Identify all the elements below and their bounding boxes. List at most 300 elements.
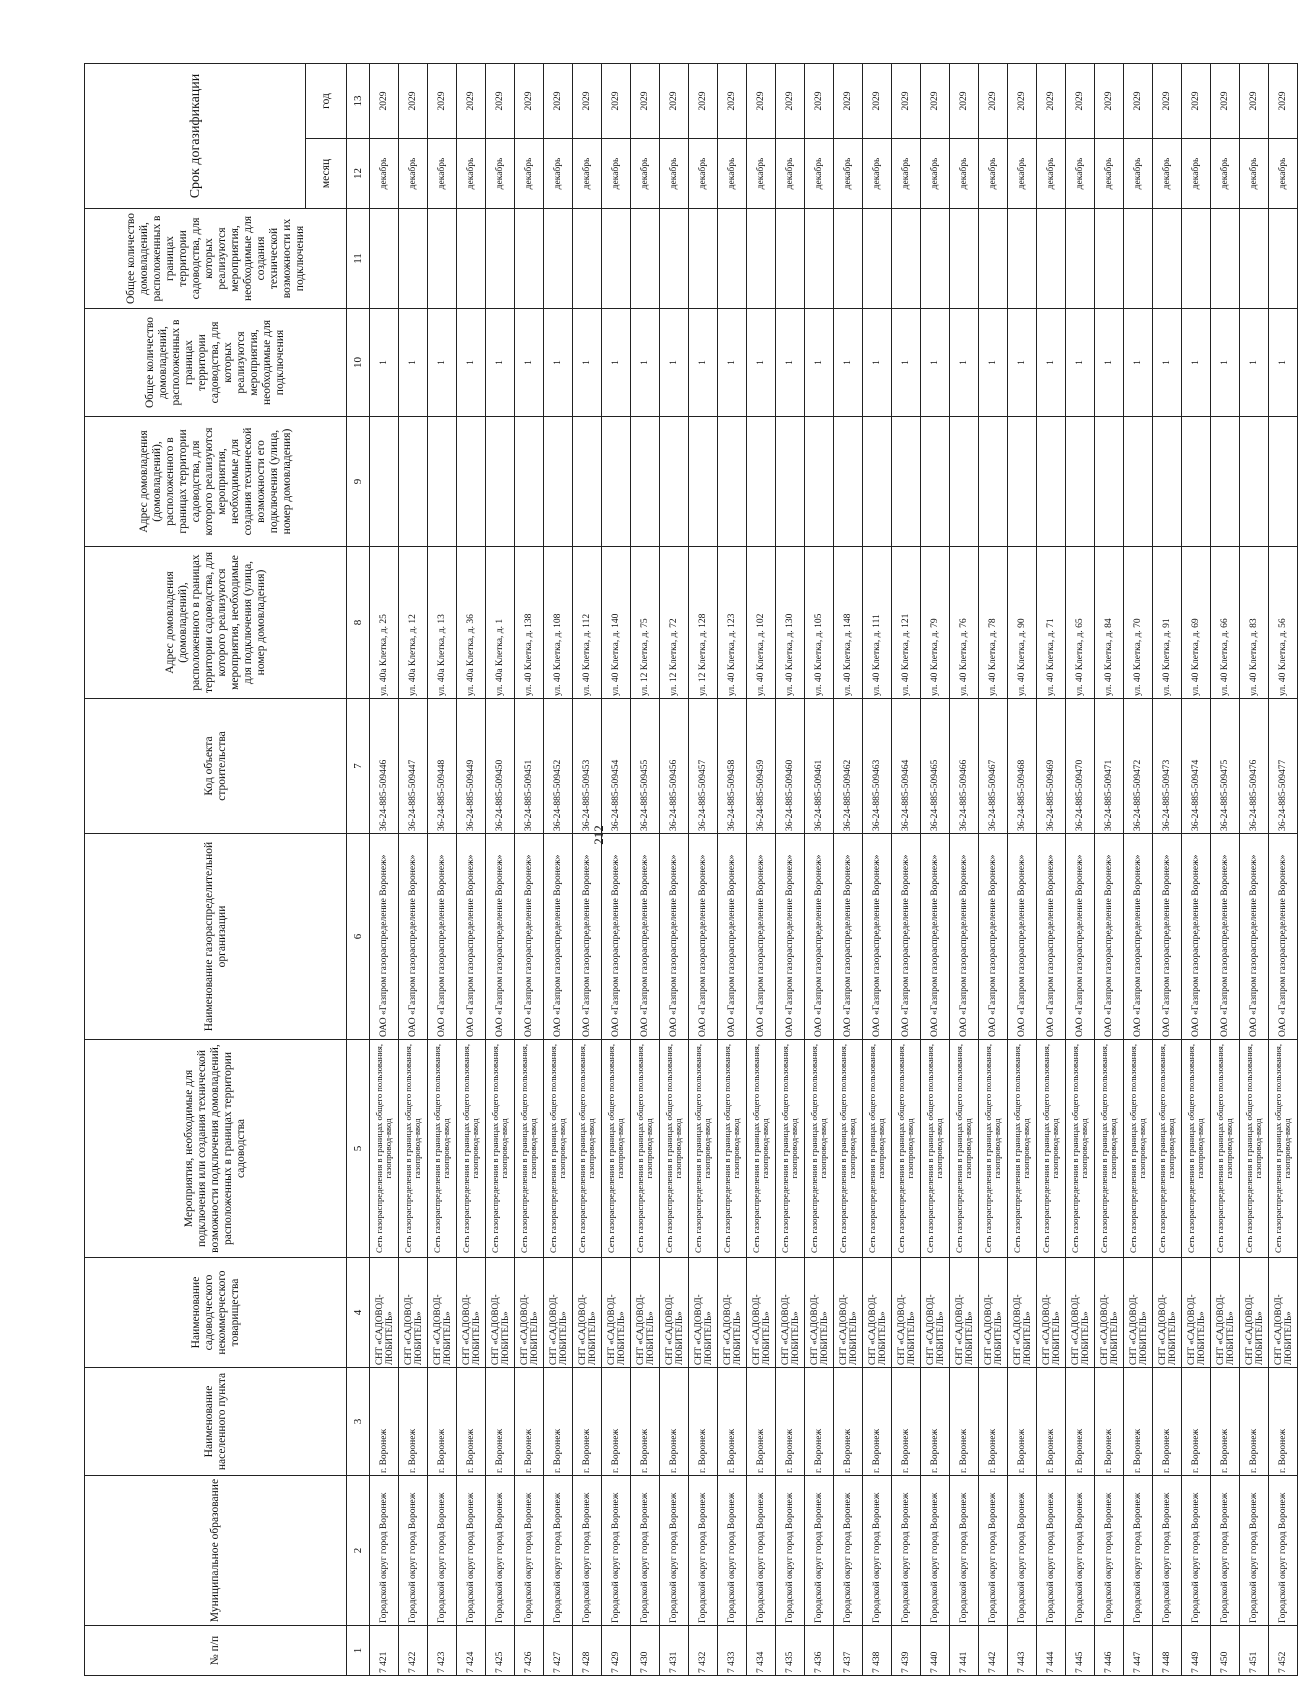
month-cell: декабрь — [399, 139, 428, 209]
locality-cell: г. Воронеж — [863, 1368, 892, 1476]
locality-cell: г. Воронеж — [1269, 1368, 1298, 1476]
count-tech-cell — [979, 209, 1008, 309]
snt-name-cell: СНТ «САДОВОД-ЛЮБИТЕЛЬ» — [486, 1258, 515, 1368]
municipality-cell: Городской округ город Воронеж — [892, 1476, 921, 1626]
row-number-cell: 7 452 — [1269, 1626, 1298, 1676]
row-number-cell: 7 436 — [805, 1626, 834, 1676]
snt-name-cell: СНТ «САДОВОД-ЛЮБИТЕЛЬ» — [921, 1258, 950, 1368]
municipality-cell: Городской округ город Воронеж — [921, 1476, 950, 1626]
address-cell: ул. 40 Клетка, д. 90 — [1008, 547, 1037, 699]
address-tech-cell — [1211, 417, 1240, 547]
snt-name-cell: СНТ «САДОВОД-ЛЮБИТЕЛЬ» — [544, 1258, 573, 1368]
locality-cell: г. Воронеж — [457, 1368, 486, 1476]
count-tech-cell — [689, 209, 718, 309]
snt-name-cell: СНТ «САДОВОД-ЛЮБИТЕЛЬ» — [1008, 1258, 1037, 1368]
object-code-cell: 36-24-885-509460 — [776, 699, 805, 834]
table-row — [573, 64, 602, 1676]
address-tech-cell — [486, 417, 515, 547]
count-tech-cell — [1240, 209, 1269, 309]
object-code-cell: 36-24-885-509457 — [689, 699, 718, 834]
locality-cell: г. Воронеж — [544, 1368, 573, 1476]
row-number-cell: 7 437 — [834, 1626, 863, 1676]
locality-cell: г. Воронеж — [1153, 1368, 1182, 1476]
year-cell: 2029 — [544, 64, 573, 139]
address-tech-cell — [631, 417, 660, 547]
snt-name-cell: СНТ «САДОВОД-ЛЮБИТЕЛЬ» — [863, 1258, 892, 1368]
count-cell: 1 — [1182, 309, 1211, 417]
count-cell: 1 — [370, 309, 399, 417]
count-cell: 1 — [834, 309, 863, 417]
table-row — [1037, 64, 1066, 1676]
column-number: 5 — [347, 1040, 370, 1258]
locality-cell: г. Воронеж — [515, 1368, 544, 1476]
address-tech-cell — [515, 417, 544, 547]
address-tech-cell — [805, 417, 834, 547]
locality-cell: г. Воронеж — [979, 1368, 1008, 1476]
year-cell: 2029 — [1066, 64, 1095, 139]
month-cell: декабрь — [1066, 139, 1095, 209]
snt-name-cell: СНТ «САДОВОД-ЛЮБИТЕЛЬ» — [428, 1258, 457, 1368]
header-col3: Наименование населенного пункта — [85, 1368, 347, 1476]
locality-cell: г. Воронеж — [399, 1368, 428, 1476]
event-cell: Сеть газораспределения в границах общего пользования, газопровод-ввод — [1095, 1040, 1124, 1258]
month-cell: декабрь — [892, 139, 921, 209]
count-cell: 1 — [689, 309, 718, 417]
count-tech-cell — [747, 209, 776, 309]
month-cell: декабрь — [747, 139, 776, 209]
snt-name-cell: СНТ «САДОВОД-ЛЮБИТЕЛЬ» — [631, 1258, 660, 1368]
gas-org-cell: ОАО «Газпром газораспределение Воронеж» — [1008, 834, 1037, 1040]
count-tech-cell — [1269, 209, 1298, 309]
gas-org-cell: ОАО «Газпром газораспределение Воронеж» — [515, 834, 544, 1040]
month-cell: декабрь — [1153, 139, 1182, 209]
event-cell: Сеть газораспределения в границах общего пользования, газопровод-ввод — [602, 1040, 631, 1258]
object-code-cell: 36-24-885-509453 — [573, 699, 602, 834]
year-cell: 2029 — [747, 64, 776, 139]
address-cell: ул. 40 Клетка, д. 130 — [776, 547, 805, 699]
gas-org-cell: ОАО «Газпром газораспределение Воронеж» — [631, 834, 660, 1040]
month-cell: декабрь — [718, 139, 747, 209]
column-number: 13 — [347, 64, 370, 139]
column-number: 2 — [347, 1476, 370, 1626]
gas-org-cell: ОАО «Газпром газораспределение Воронеж» — [747, 834, 776, 1040]
gas-org-cell: ОАО «Газпром газораспределение Воронеж» — [805, 834, 834, 1040]
count-cell: 1 — [892, 309, 921, 417]
month-cell: декабрь — [1182, 139, 1211, 209]
year-cell: 2029 — [892, 64, 921, 139]
column-number: 4 — [347, 1258, 370, 1368]
table-row — [950, 64, 979, 1676]
snt-name-cell: СНТ «САДОВОД-ЛЮБИТЕЛЬ» — [718, 1258, 747, 1368]
event-cell: Сеть газораспределения в границах общего пользования, газопровод-ввод — [1240, 1040, 1269, 1258]
event-cell: Сеть газораспределения в границах общего пользования, газопровод-ввод — [892, 1040, 921, 1258]
count-cell: 1 — [660, 309, 689, 417]
table-row — [457, 64, 486, 1676]
row-number-cell: 7 443 — [1008, 1626, 1037, 1676]
locality-cell: г. Воронеж — [921, 1368, 950, 1476]
row-number-cell: 7 422 — [399, 1626, 428, 1676]
snt-name-cell: СНТ «САДОВОД-ЛЮБИТЕЛЬ» — [457, 1258, 486, 1368]
year-cell: 2029 — [1095, 64, 1124, 139]
row-number-cell: 7 431 — [660, 1626, 689, 1676]
month-cell: декабрь — [457, 139, 486, 209]
table-row — [747, 64, 776, 1676]
year-cell: 2029 — [602, 64, 631, 139]
year-cell: 2029 — [1153, 64, 1182, 139]
count-cell: 1 — [1095, 309, 1124, 417]
address-cell: ул. 40 Клетка, д. 71 — [1037, 547, 1066, 699]
event-cell: Сеть газораспределения в границах общего пользования, газопровод-ввод — [428, 1040, 457, 1258]
gas-org-cell: ОАО «Газпром газораспределение Воронеж» — [573, 834, 602, 1040]
event-cell: Сеть газораспределения в границах общего пользования, газопровод-ввод — [689, 1040, 718, 1258]
address-cell: ул. 40 Клетка, д. 138 — [515, 547, 544, 699]
count-cell: 1 — [515, 309, 544, 417]
gas-org-cell: ОАО «Газпром газораспределение Воронеж» — [979, 834, 1008, 1040]
header-col8: Адрес домовладения (домовладений), расположенного в границах территории садоводства, для которого реализуются мероприятия, необходимые для подключения (улица, номер домовладения) — [85, 547, 347, 699]
event-cell: Сеть газораспределения в границах общего пользования, газопровод-ввод — [1269, 1040, 1298, 1258]
month-cell: декабрь — [1211, 139, 1240, 209]
count-tech-cell — [834, 209, 863, 309]
month-cell: декабрь — [573, 139, 602, 209]
count-tech-cell — [457, 209, 486, 309]
column-number: 6 — [347, 834, 370, 1040]
address-tech-cell — [370, 417, 399, 547]
row-number-cell: 7 433 — [718, 1626, 747, 1676]
address-cell: ул. 40 Клетка, д. 56 — [1269, 547, 1298, 699]
event-cell: Сеть газораспределения в границах общего пользования, газопровод-ввод — [660, 1040, 689, 1258]
gas-org-cell: ОАО «Газпром газораспределение Воронеж» — [892, 834, 921, 1040]
row-number-cell: 7 424 — [457, 1626, 486, 1676]
object-code-cell: 36-24-885-509455 — [631, 699, 660, 834]
row-number-cell: 7 427 — [544, 1626, 573, 1676]
month-cell: декабрь — [428, 139, 457, 209]
municipality-cell: Городской округ город Воронеж — [457, 1476, 486, 1626]
municipality-cell: Городской округ город Воронеж — [399, 1476, 428, 1626]
locality-cell: г. Воронеж — [370, 1368, 399, 1476]
table-row — [1066, 64, 1095, 1676]
header-col9: Адрес домовладения (домовладений), расположенного в границах территории садоводства, для которого реализуются мероприятия, необходимые для создания технической возможности его подключения (улица, номер домовладения) — [85, 417, 347, 547]
address-cell: ул. 40 Клетка, д. 83 — [1240, 547, 1269, 699]
count-tech-cell — [1182, 209, 1211, 309]
month-cell: декабрь — [370, 139, 399, 209]
snt-name-cell: СНТ «САДОВОД-ЛЮБИТЕЛЬ» — [1211, 1258, 1240, 1368]
table-row — [544, 64, 573, 1676]
event-cell: Сеть газораспределения в границах общего пользования, газопровод-ввод — [457, 1040, 486, 1258]
month-cell: декабрь — [602, 139, 631, 209]
object-code-cell: 36-24-885-509448 — [428, 699, 457, 834]
column-number: 10 — [347, 309, 370, 417]
month-cell: декабрь — [1240, 139, 1269, 209]
table-row — [979, 64, 1008, 1676]
address-cell: ул. 40а Клетка, д. 13 — [428, 547, 457, 699]
address-cell: ул. 12 Клетка, д. 128 — [689, 547, 718, 699]
address-tech-cell — [1182, 417, 1211, 547]
month-cell: декабрь — [950, 139, 979, 209]
table-row — [921, 64, 950, 1676]
header-col12: месяц — [306, 139, 347, 209]
gas-org-cell: ОАО «Газпром газораспределение Воронеж» — [1037, 834, 1066, 1040]
address-tech-cell — [776, 417, 805, 547]
row-number-cell: 7 449 — [1182, 1626, 1211, 1676]
municipality-cell: Городской округ город Воронеж — [979, 1476, 1008, 1626]
table-row — [689, 64, 718, 1676]
count-tech-cell — [1095, 209, 1124, 309]
column-number: 9 — [347, 417, 370, 547]
event-cell: Сеть газораспределения в границах общего пользования, газопровод-ввод — [805, 1040, 834, 1258]
locality-cell: г. Воронеж — [631, 1368, 660, 1476]
event-cell: Сеть газораспределения в границах общего пользования, газопровод-ввод — [544, 1040, 573, 1258]
snt-name-cell: СНТ «САДОВОД-ЛЮБИТЕЛЬ» — [515, 1258, 544, 1368]
table-row — [776, 64, 805, 1676]
event-cell: Сеть газораспределения в границах общего пользования, газопровод-ввод — [718, 1040, 747, 1258]
count-cell: 1 — [1153, 309, 1182, 417]
year-cell: 2029 — [573, 64, 602, 139]
count-tech-cell — [776, 209, 805, 309]
table-row — [1269, 64, 1298, 1676]
year-cell: 2029 — [1124, 64, 1153, 139]
table-row — [718, 64, 747, 1676]
table-row — [1008, 64, 1037, 1676]
count-cell: 1 — [1211, 309, 1240, 417]
address-tech-cell — [1008, 417, 1037, 547]
table-row — [863, 64, 892, 1676]
month-cell: декабрь — [805, 139, 834, 209]
year-cell: 2029 — [805, 64, 834, 139]
count-tech-cell — [892, 209, 921, 309]
count-tech-cell — [370, 209, 399, 309]
address-cell: ул. 40 Клетка, д. 66 — [1211, 547, 1240, 699]
locality-cell: г. Воронеж — [689, 1368, 718, 1476]
address-tech-cell — [573, 417, 602, 547]
header-col12-13: Срок догазификации — [85, 64, 306, 209]
address-tech-cell — [892, 417, 921, 547]
row-number-cell: 7 425 — [486, 1626, 515, 1676]
address-tech-cell — [1095, 417, 1124, 547]
address-tech-cell — [950, 417, 979, 547]
event-cell: Сеть газораспределения в границах общего пользования, газопровод-ввод — [1066, 1040, 1095, 1258]
snt-name-cell: СНТ «САДОВОД-ЛЮБИТЕЛЬ» — [979, 1258, 1008, 1368]
locality-cell: г. Воронеж — [660, 1368, 689, 1476]
row-number-cell: 7 450 — [1211, 1626, 1240, 1676]
municipality-cell: Городской округ город Воронеж — [1240, 1476, 1269, 1626]
count-cell: 1 — [428, 309, 457, 417]
object-code-cell: 36-24-885-509446 — [370, 699, 399, 834]
count-tech-cell — [1211, 209, 1240, 309]
municipality-cell: Городской округ город Воронеж — [1095, 1476, 1124, 1626]
count-tech-cell — [1037, 209, 1066, 309]
locality-cell: г. Воронеж — [573, 1368, 602, 1476]
gas-org-cell: ОАО «Газпром газораспределение Воронеж» — [1211, 834, 1240, 1040]
header-col13: год — [306, 64, 347, 139]
gas-org-cell: ОАО «Газпром газораспределение Воронеж» — [950, 834, 979, 1040]
municipality-cell: Городской округ город Воронеж — [718, 1476, 747, 1626]
address-cell: ул. 40 Клетка, д. 123 — [718, 547, 747, 699]
page-number: 212 — [591, 825, 606, 845]
event-cell: Сеть газораспределения в границах общего пользования, газопровод-ввод — [1037, 1040, 1066, 1258]
object-code-cell: 36-24-885-509476 — [1240, 699, 1269, 834]
address-cell: ул. 40 Клетка, д. 112 — [573, 547, 602, 699]
snt-name-cell: СНТ «САДОВОД-ЛЮБИТЕЛЬ» — [1095, 1258, 1124, 1368]
year-cell: 2029 — [399, 64, 428, 139]
object-code-cell: 36-24-885-509466 — [950, 699, 979, 834]
address-cell: ул. 40а Клетка, д. 25 — [370, 547, 399, 699]
count-cell: 1 — [1008, 309, 1037, 417]
row-number-cell: 7 439 — [892, 1626, 921, 1676]
row-number-cell: 7 434 — [747, 1626, 776, 1676]
count-tech-cell — [428, 209, 457, 309]
count-tech-cell — [805, 209, 834, 309]
header-col6: Наименование газораспределительной организации — [85, 834, 347, 1040]
object-code-cell: 36-24-885-509454 — [602, 699, 631, 834]
event-cell: Сеть газораспределения в границах общего пользования, газопровод-ввод — [834, 1040, 863, 1258]
event-cell: Сеть газораспределения в границах общего пользования, газопровод-ввод — [515, 1040, 544, 1258]
address-tech-cell — [1124, 417, 1153, 547]
table-row — [834, 64, 863, 1676]
locality-cell: г. Воронеж — [1066, 1368, 1095, 1476]
municipality-cell: Городской округ город Воронеж — [776, 1476, 805, 1626]
year-cell: 2029 — [428, 64, 457, 139]
gas-org-cell: ОАО «Газпром газораспределение Воронеж» — [602, 834, 631, 1040]
table-row — [660, 64, 689, 1676]
table-row — [805, 64, 834, 1676]
address-tech-cell — [602, 417, 631, 547]
locality-cell: г. Воронеж — [1211, 1368, 1240, 1476]
table-body — [370, 64, 1298, 1676]
locality-cell: г. Воронеж — [1124, 1368, 1153, 1476]
year-cell: 2029 — [718, 64, 747, 139]
year-cell: 2029 — [950, 64, 979, 139]
object-code-cell: 36-24-885-509472 — [1124, 699, 1153, 834]
table-row — [1182, 64, 1211, 1676]
address-tech-cell — [921, 417, 950, 547]
address-tech-cell — [457, 417, 486, 547]
object-code-cell: 36-24-885-509473 — [1153, 699, 1182, 834]
object-code-cell: 36-24-885-509464 — [892, 699, 921, 834]
year-cell: 2029 — [486, 64, 515, 139]
municipality-cell: Городской округ город Воронеж — [1153, 1476, 1182, 1626]
row-number-cell: 7 426 — [515, 1626, 544, 1676]
locality-cell: г. Воронеж — [1037, 1368, 1066, 1476]
gas-org-cell: ОАО «Газпром газораспределение Воронеж» — [718, 834, 747, 1040]
year-cell: 2029 — [863, 64, 892, 139]
gas-org-cell: ОАО «Газпром газораспределение Воронеж» — [660, 834, 689, 1040]
month-cell: декабрь — [979, 139, 1008, 209]
row-number-cell: 7 423 — [428, 1626, 457, 1676]
row-number-cell: 7 421 — [370, 1626, 399, 1676]
row-number-cell: 7 430 — [631, 1626, 660, 1676]
row-number-cell: 7 440 — [921, 1626, 950, 1676]
locality-cell: г. Воронеж — [776, 1368, 805, 1476]
event-cell: Сеть газораспределения в границах общего пользования, газопровод-ввод — [486, 1040, 515, 1258]
table-row — [370, 64, 399, 1676]
year-cell: 2029 — [370, 64, 399, 139]
count-cell: 1 — [776, 309, 805, 417]
locality-cell: г. Воронеж — [1182, 1368, 1211, 1476]
header-col11: Общее количество домовладений, расположенных в границах территории садоводства, для которых реализуются мероприятия, необходимые для создания технической возможности их подключения — [85, 209, 347, 309]
count-cell: 1 — [573, 309, 602, 417]
row-number-cell: 7 438 — [863, 1626, 892, 1676]
month-cell: декабрь — [631, 139, 660, 209]
address-cell: ул. 40а Клетка, д. 1 — [486, 547, 515, 699]
month-cell: декабрь — [1037, 139, 1066, 209]
column-number: 7 — [347, 699, 370, 834]
address-tech-cell — [1153, 417, 1182, 547]
column-number: 8 — [347, 547, 370, 699]
gasification-table — [84, 63, 1298, 1676]
count-tech-cell — [544, 209, 573, 309]
count-cell: 1 — [1037, 309, 1066, 417]
row-number-cell: 7 447 — [1124, 1626, 1153, 1676]
event-cell: Сеть газораспределения в границах общего пользования, газопровод-ввод — [370, 1040, 399, 1258]
table-row — [1211, 64, 1240, 1676]
month-cell: декабрь — [776, 139, 805, 209]
address-cell: ул. 40 Клетка, д. 70 — [1124, 547, 1153, 699]
locality-cell: г. Воронеж — [747, 1368, 776, 1476]
month-cell: декабрь — [486, 139, 515, 209]
year-cell: 2029 — [1182, 64, 1211, 139]
object-code-cell: 36-24-885-509468 — [1008, 699, 1037, 834]
year-cell: 2029 — [631, 64, 660, 139]
gas-org-cell: ОАО «Газпром газораспределение Воронеж» — [428, 834, 457, 1040]
column-number: 11 — [347, 209, 370, 309]
header-col2: Муниципальное образование — [85, 1476, 347, 1626]
address-cell: ул. 40 Клетка, д. 102 — [747, 547, 776, 699]
gas-org-cell: ОАО «Газпром газораспределение Воронеж» — [776, 834, 805, 1040]
table-row — [399, 64, 428, 1676]
address-tech-cell — [689, 417, 718, 547]
address-cell: ул. 12 Клетка, д. 75 — [631, 547, 660, 699]
table-row — [602, 64, 631, 1676]
object-code-cell: 36-24-885-509461 — [805, 699, 834, 834]
object-code-cell: 36-24-885-509452 — [544, 699, 573, 834]
municipality-cell: Городской округ город Воронеж — [573, 1476, 602, 1626]
address-cell: ул. 40 Клетка, д. 121 — [892, 547, 921, 699]
event-cell: Сеть газораспределения в границах общего пользования, газопровод-ввод — [1211, 1040, 1240, 1258]
month-cell: декабрь — [544, 139, 573, 209]
object-code-cell: 36-24-885-509449 — [457, 699, 486, 834]
snt-name-cell: СНТ «САДОВОД-ЛЮБИТЕЛЬ» — [1124, 1258, 1153, 1368]
count-cell: 1 — [950, 309, 979, 417]
count-cell: 1 — [805, 309, 834, 417]
table-row — [892, 64, 921, 1676]
object-code-cell: 36-24-885-509447 — [399, 699, 428, 834]
address-cell: ул. 12 Клетка, д. 72 — [660, 547, 689, 699]
rotated-page — [84, 64, 1293, 1676]
address-tech-cell — [1269, 417, 1298, 547]
event-cell: Сеть газораспределения в границах общего пользования, газопровод-ввод — [573, 1040, 602, 1258]
snt-name-cell: СНТ «САДОВОД-ЛЮБИТЕЛЬ» — [1182, 1258, 1211, 1368]
snt-name-cell: СНТ «САДОВОД-ЛЮБИТЕЛЬ» — [1240, 1258, 1269, 1368]
column-numbers-row — [347, 64, 370, 1676]
count-cell: 1 — [1124, 309, 1153, 417]
table-row — [515, 64, 544, 1676]
object-code-cell: 36-24-885-509469 — [1037, 699, 1066, 834]
month-cell: декабрь — [1095, 139, 1124, 209]
municipality-cell: Городской округ город Воронеж — [428, 1476, 457, 1626]
snt-name-cell: СНТ «САДОВОД-ЛЮБИТЕЛЬ» — [1037, 1258, 1066, 1368]
year-cell: 2029 — [660, 64, 689, 139]
header-col7: Код объекта строительства — [85, 699, 347, 834]
event-cell: Сеть газораспределения в границах общего пользования, газопровод-ввод — [776, 1040, 805, 1258]
municipality-cell: Городской округ город Воронеж — [863, 1476, 892, 1626]
address-cell: ул. 40а Клетка, д. 36 — [457, 547, 486, 699]
header-col5: Мероприятия, необходимые для подключения или создания технической возможности подключения домовладений, расположенных в границах территории садоводства — [85, 1040, 347, 1258]
row-number-cell: 7 441 — [950, 1626, 979, 1676]
month-cell: декабрь — [515, 139, 544, 209]
gas-org-cell: ОАО «Газпром газораспределение Воронеж» — [399, 834, 428, 1040]
count-cell: 1 — [863, 309, 892, 417]
count-tech-cell — [631, 209, 660, 309]
